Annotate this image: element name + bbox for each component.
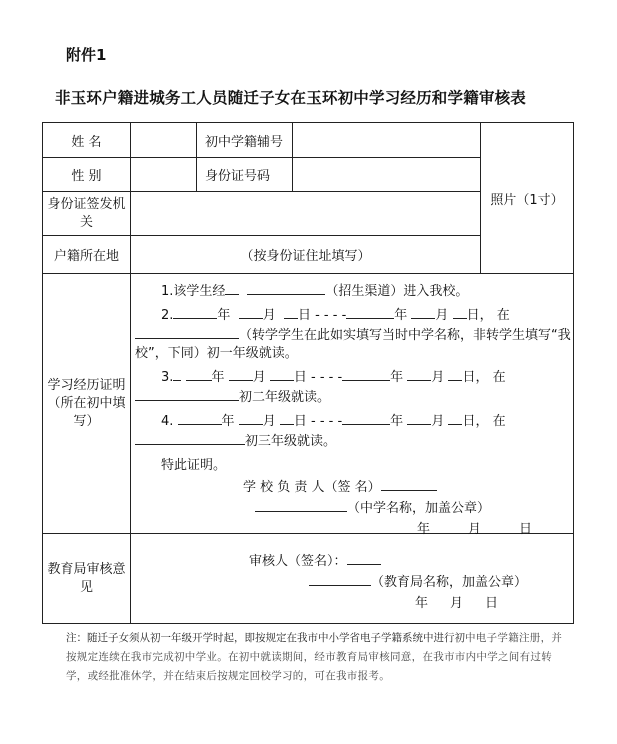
hukou-field[interactable]: （按身份证住址填写）	[131, 236, 481, 274]
history-line-3: （转学学生在此如实填写当时中学名称，非转学生填写“我	[135, 324, 535, 343]
attachment-label: 附件1	[66, 46, 107, 64]
issuing-authority-field[interactable]	[131, 192, 481, 236]
history-line-8: 初三年级就读。	[135, 430, 535, 449]
history-line-4: 校”，下同）初一年级就读。	[135, 346, 298, 361]
gender-label: 性 别	[43, 158, 131, 192]
history-line-6: 初二年级就读。	[135, 386, 535, 405]
page-title: 非玉环户籍进城务工人员随迁子女在玉环初中学习经历和学籍审核表	[55, 89, 527, 107]
history-line-5: 3. 年 月 日 - - - - 年 月 日， 在	[161, 370, 506, 385]
history-date: 年 月 日	[417, 522, 533, 537]
review-date: 年 月 日	[415, 596, 499, 611]
student-id-label: 初中学籍辅号	[197, 123, 293, 158]
footnote-rest: 中电子学籍注册，并按规定连续在我市完成初中学业。在初中就读期间，经市教育局审核同意，在我市市内中学之间有过转学，或经批准休学，并在结束后按规定回校学习的，可在我市报考。	[66, 632, 563, 682]
history-line-1: 1.该学生经 （招生渠道）进入我校。	[161, 284, 469, 299]
bureau-seal: （教育局名称，加盖公章）	[309, 571, 527, 590]
bureau-label: 教育局审核意见	[43, 534, 131, 624]
footnote-first: 注：随迁子女须从初一年级开学时起，即按规定在我市中小学省电子学籍系统中进行初	[66, 632, 465, 644]
name-label: 姓 名	[43, 123, 131, 158]
footnote	[66, 629, 566, 686]
issuing-authority-label: 身份证签发机关	[43, 192, 131, 236]
history-label: 学习经历证明（所在初中填写）	[43, 274, 131, 534]
reviewer-signature: 审核人（签名）：	[249, 550, 381, 569]
history-line-2: 2. 年 月 日 - - - - 年 月 日， 在	[161, 308, 510, 323]
photo-box[interactable]: 照片（1寸）	[481, 123, 574, 274]
name-field[interactable]	[131, 123, 197, 158]
bureau-review-section[interactable]	[131, 534, 574, 624]
gender-field[interactable]	[131, 158, 197, 192]
hukou-label: 户籍所在地	[43, 236, 131, 274]
id-number-field[interactable]	[293, 158, 481, 192]
review-form-table	[42, 122, 574, 624]
history-section[interactable]	[131, 274, 574, 537]
student-id-field[interactable]	[293, 123, 481, 158]
school-seal: （中学名称，加盖公章）	[255, 497, 617, 516]
history-line-7: 4. 年 月 日 - - - - 年 月 日， 在	[161, 414, 506, 429]
principal-signature: 学 校 负 责 人（签 名）	[243, 476, 617, 495]
certify-text: 特此证明。	[161, 458, 227, 473]
id-number-label: 身份证号码	[197, 158, 293, 192]
